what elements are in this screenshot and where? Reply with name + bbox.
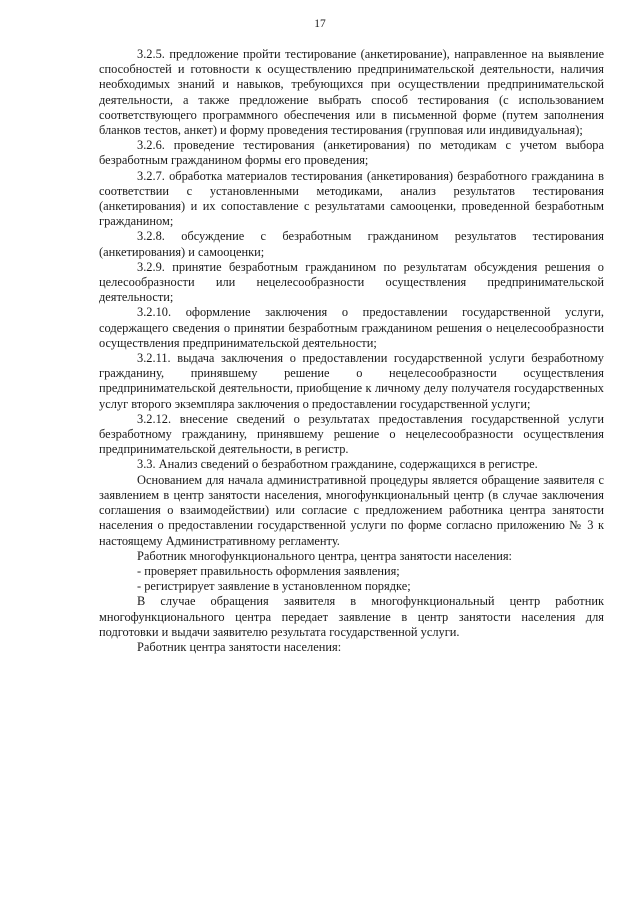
list-item: - регистрирует заявление в установленном порядке; (137, 579, 411, 594)
paragraph-mfc-transfer: В случае обращения заявителя в многофункциональный центр работник многофункционального центра передает заявление в центр занятости населения для подготовки и выдачи заявителю результата государственной услуги. (99, 594, 604, 639)
page-number: 17 (314, 18, 326, 30)
paragraph-mfc-worker: Работник многофункционального центра, центра занятости населения: (137, 548, 512, 563)
paragraph-3-3: 3.3. Анализ сведений о безработном гражданине, содержащихся в регистре. (137, 457, 538, 472)
list-item: - проверяет правильность оформления заявления; (137, 563, 400, 578)
paragraph-3-2-6: 3.2.6. проведение тестирования (анкетирования) по методикам с учетом выбора безработным гражданином формы его проведения; (99, 138, 604, 168)
paragraph-3-2-9: 3.2.9. принятие безработным гражданином по результатам обсуждения решения о целесообразности или нецелесообразности осуществления предпринимательской деятельности; (99, 259, 604, 305)
paragraph-3-2-5: 3.2.5. предложение пройти тестирование (анкетирование), направленное на выявление способностей и готовности к осуществлению предпринимательской деятельности, наличия необходимых знаний и навыков, требующихся при осуществлении предпринимательской деятельности, а также предложение выбрать способ тестирования (с использованием соответствующего программного обеспечения или в письменной форме (путем заполнения бланков тестов, анкет) и форму проведения тестирования (групповая или индивидуальная); (99, 47, 604, 138)
paragraph-3-2-7: 3.2.7. обработка материалов тестирования (анкетирования) безработного гражданина в соответствии с установленными методиками, анализ результатов тестирования (анкетирования) и их сопоставление с результатами самооценки, проведенной безработным гражданином; (99, 168, 604, 229)
paragraph-basis: Основанием для начала административной процедуры является обращение заявителя с заявлением в центр занятости населения, многофункциональный центр (в случае заключения соглашения о взаимодействии) или согласие с предложением работника центра занятости населения о предоставлении государственной услуги по форме согласно приложению № 3 к настоящему Административному регламенту. (99, 472, 604, 548)
paragraph-3-2-12: 3.2.12. внесение сведений о результатах предоставления государственной услуги безработному гражданину, принявшему решение о нецелесообразности осуществления предпринимательской деятельности, в регистр. (99, 411, 604, 457)
paragraph-3-2-8: 3.2.8. обсуждение с безработным гражданином результатов тестирования (анкетирования) и самооценки; (99, 229, 604, 259)
document-body (99, 47, 604, 655)
paragraph-3-2-10: 3.2.10. оформление заключения о предоставлении государственной услуги, содержащего сведения о принятии безработным гражданином решения о нецелесообразности осуществления предпринимательской деятельности; (99, 305, 604, 350)
paragraph-3-2-11: 3.2.11. выдача заключения о предоставлении государственной услуги безработному гражданину, принявшему решение о нецелесообразности осуществления предпринимательской деятельности, приобщение к личному делу получателя государственных услуг второго экземпляра заключения о предоставлении государственной услуги; (99, 351, 604, 411)
paragraph-employment-worker: Работник центра занятости населения: (137, 639, 342, 654)
